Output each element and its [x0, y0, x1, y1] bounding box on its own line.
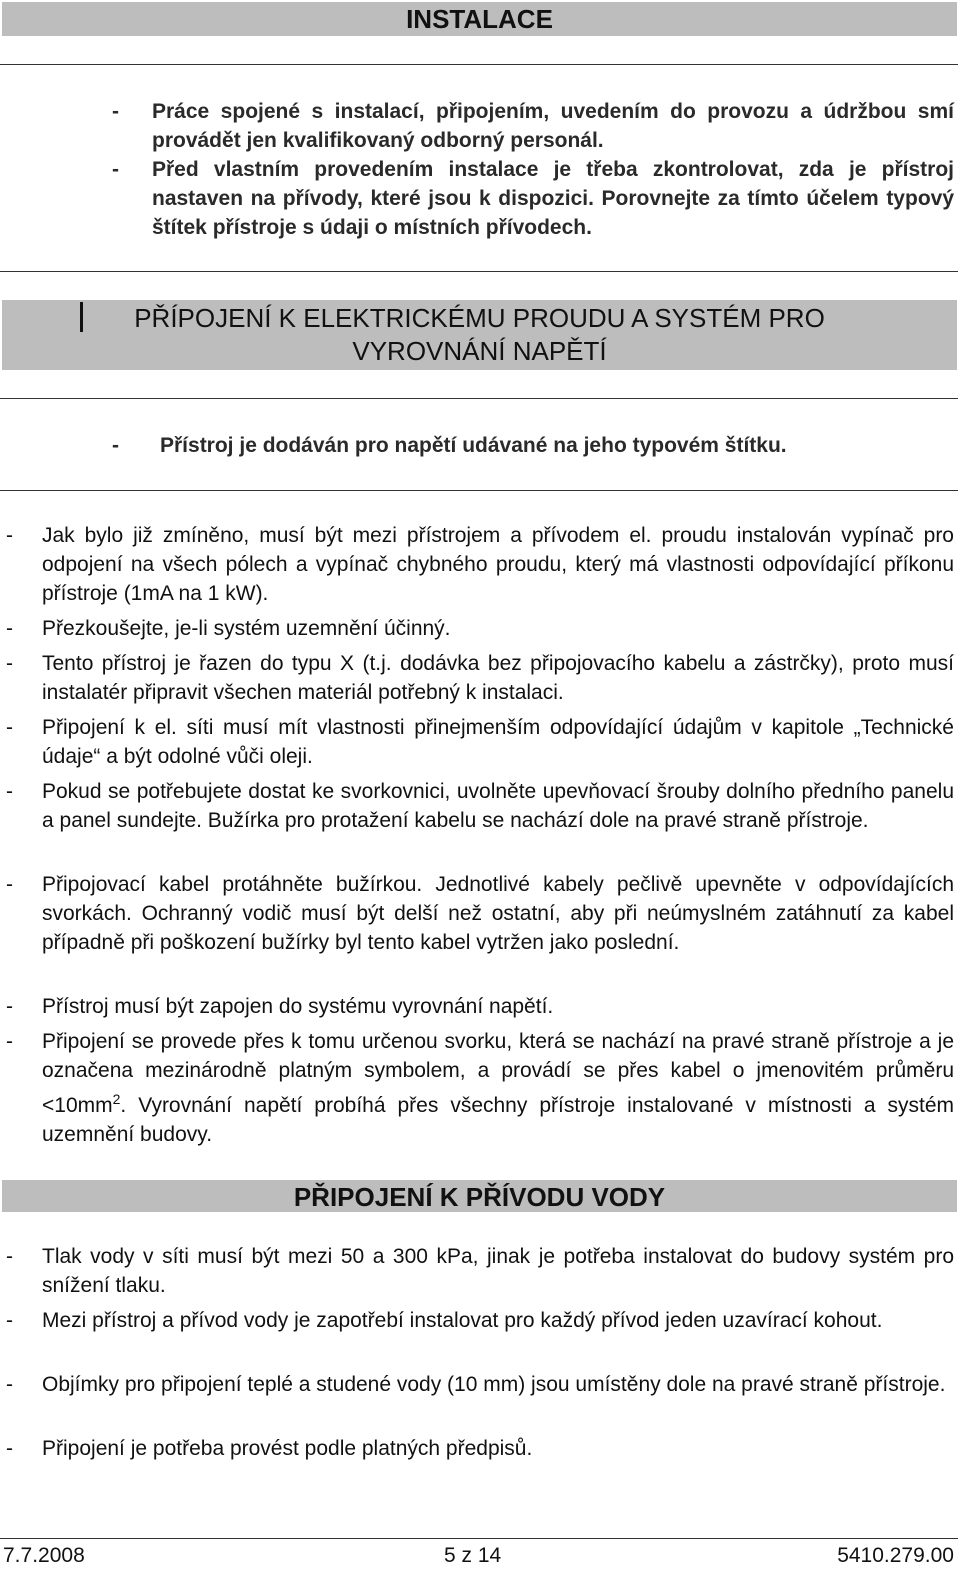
- bullet-dash: -: [6, 652, 13, 675]
- bullet-dash: -: [6, 524, 13, 547]
- footer-doc-number: 5410.279.00: [837, 1544, 954, 1567]
- footer-date: 7.7.2008: [3, 1544, 85, 1567]
- list-item-text: Přezkoušejte, je-li systém uzemnění účinný.: [42, 617, 451, 640]
- list-item-text: Připojení je potřeba provést podle platných předpisů.: [42, 1437, 533, 1460]
- bullet-dash: -: [6, 1245, 13, 1268]
- list-item-text-part: Připojení se provede přes k tomu určenou svorku, která se nachází na pravé straně přístroje a je označena mezinárodně platným symbolem, a provádí se přes kabel o jmenovitém průměru <10mm: [42, 1030, 954, 1117]
- divider: [0, 64, 958, 65]
- bullet-dash: -: [6, 873, 13, 896]
- intro-text: Před vlastním provedením instalace je třeba zkontrolovat, zda je přístroj nastaven na přívody, které jsou k dispozici. Porovnejte za tímto účelem typový štítek přístroje s údaji o místních přívodech.: [152, 158, 954, 239]
- divider: [0, 398, 958, 399]
- list-item-text: Přístroj musí být zapojen do systému vyrovnání napětí.: [42, 995, 554, 1018]
- divider: [0, 490, 958, 491]
- list-item-text: [42, 1027, 954, 1149]
- page-title-bar: [2, 2, 957, 36]
- bullet-dash: -: [112, 158, 119, 181]
- footer-page-number: 5 z 14: [444, 1544, 502, 1567]
- section-heading-electric: [2, 300, 957, 370]
- list-item-text: Tlak vody v síti musí být mezi 50 a 300 kPa, jinak je potřeba instalovat do budovy systém pro snížení tlaku.: [42, 1245, 954, 1297]
- cursor-bar: [80, 302, 83, 332]
- page-title: INSTALACE: [406, 4, 553, 34]
- list-item-text: Pokud se potřebujete dostat ke svorkovnici, uvolněte upevňovací šrouby dolního předního panelu a panel sundejte. Bužírka pro protažení kabelu se nachází dole na pravé straně přístroje.: [42, 780, 954, 832]
- list-item-text: Objímky pro připojení teplé a studené vody (10 mm) jsou umístěny dole na pravé straně přístroje.: [42, 1373, 946, 1396]
- bullet-dash: -: [6, 1309, 13, 1332]
- bullet-dash: -: [112, 434, 119, 457]
- bullet-dash: -: [6, 716, 13, 739]
- bullet-dash: -: [112, 100, 119, 123]
- list-item-text: Připojení k el. síti musí mít vlastnosti přinejmenším odpovídající údajům v kapitole „Technické údaje“ a být odolné vůči oleji.: [42, 716, 954, 768]
- bullet-dash: -: [6, 1437, 13, 1460]
- footer-divider: [0, 1538, 958, 1539]
- bullet-dash: -: [6, 1030, 13, 1053]
- list-item-text: Tento přístroj je řazen do typu X (t.j. dodávka bez připojovacího kabelu a zástrčky), proto musí instalatér připravit všechen materiál potřebný k instalaci.: [42, 652, 954, 704]
- section-heading-water: [2, 1180, 957, 1212]
- section-heading-line1: PŘÍPOJENÍ K ELEKTRICKÉMU PROUDU A SYSTÉM PRO: [134, 303, 825, 333]
- superscript: 2: [112, 1091, 121, 1107]
- voltage-note-text: Přístroj je dodáván pro napětí udávané na jeho typovém štítku.: [160, 434, 787, 457]
- list-item-text: Jak bylo již zmíněno, musí být mezi přístrojem a přívodem el. proudu instalován vypínač pro odpojení na všech pólech a vypínač chybného proudu, který má vlastnosti odpovídající příkonu přístroje (1mA na 1 kW).: [42, 524, 954, 605]
- intro-text: Práce spojené s instalací, připojením, uvedením do provozu a údržbou smí provádět jen kvalifikovaný odborný personál.: [152, 100, 954, 152]
- bullet-dash: -: [6, 1373, 13, 1396]
- list-item-text-part: . Vyrovnání napětí probíhá přes všechny přístroje instalované v místnosti a systém uzemnění budovy.: [42, 1094, 954, 1146]
- divider: [0, 271, 958, 272]
- bullet-dash: -: [6, 780, 13, 803]
- list-item-text: Připojovací kabel protáhněte bužírkou. Jednotlivé kabely pečlivě upevněte v odpovídajících svorkách. Ochranný vodič musí být delší než ostatní, aby při neúmyslném zatáhnutí za kabel případně při poškození bužírky byl tento kabel vytržen jako poslední.: [42, 873, 954, 954]
- bullet-dash: -: [6, 617, 13, 640]
- bullet-dash: -: [6, 995, 13, 1018]
- section-heading-water-text: PŘIPOJENÍ K PŘÍVODU VODY: [293, 1182, 666, 1212]
- list-item-text: Mezi přístroj a přívod vody je zapotřebí instalovat pro každý přívod jeden uzavírací kohout.: [42, 1309, 883, 1332]
- section-heading-line2: VYROVNÁNÍ NAPĚTÍ: [352, 336, 607, 366]
